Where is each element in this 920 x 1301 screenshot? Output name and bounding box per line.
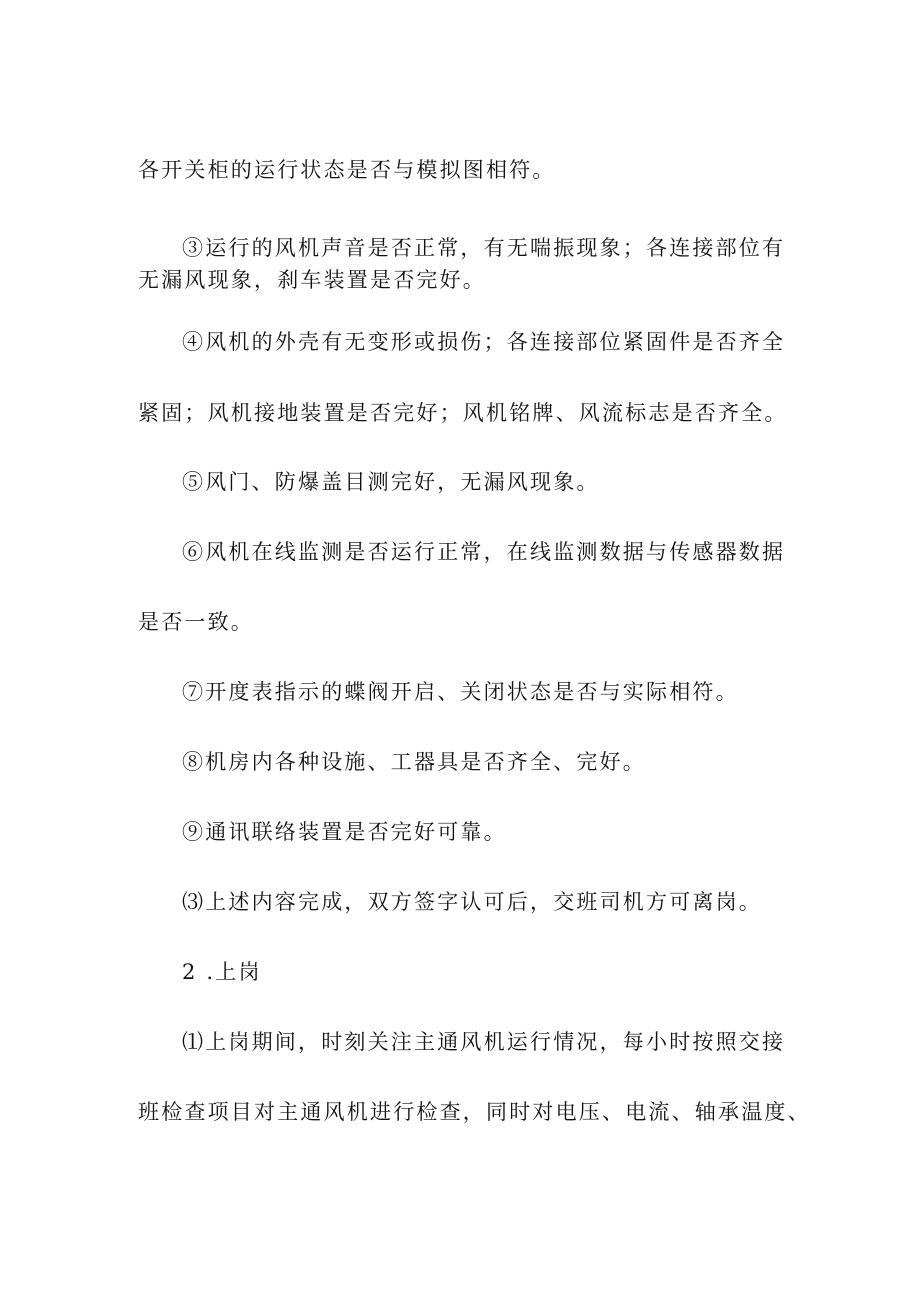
paragraph-line: ③运行的风机声音是否正常，有无喘振现象；各连接部位有 (182, 236, 786, 260)
paragraph-line: ⑧机房内各种设施、工器具是否齐全、完好。 (182, 750, 646, 774)
paragraph-line: ⑶上述内容完成，双方签字认可后，交班司机方可离岗。 (182, 890, 762, 914)
paragraph-line: ⑴上岗期间，时刻关注主通风机运行情况，每小时按照交接 (182, 1030, 786, 1054)
paragraph-line: ⑨通讯联络装置是否完好可靠。 (182, 820, 507, 844)
paragraph-line: 是否一致。 (138, 610, 254, 634)
paragraph-line: ④风机的外壳有无变形或损伤；各连接部位紧固件是否齐全 (182, 330, 786, 354)
paragraph-line: ⑦开度表指示的蝶阀开启、关闭状态是否与实际相符。 (182, 680, 739, 704)
paragraph-line: ⑥风机在线监测是否运行正常，在线监测数据与传感器数据 (182, 540, 786, 564)
paragraph-line: 无漏风现象，刹车装置是否完好。 (138, 268, 486, 292)
paragraph-line: 紧固；风机接地装置是否完好；风机铭牌、风流标志是否齐全。 (138, 401, 788, 425)
paragraph-line: ⑤风门、防爆盖目测完好，无漏风现象。 (182, 470, 600, 494)
paragraph-line: 班检查项目对主通风机进行检查，同时对电压、电流、轴承温度、 (138, 1100, 811, 1124)
section-heading: 2 .上岗 (182, 960, 262, 984)
paragraph-line: 各开关柜的运行状态是否与模拟图相符。 (138, 158, 556, 182)
